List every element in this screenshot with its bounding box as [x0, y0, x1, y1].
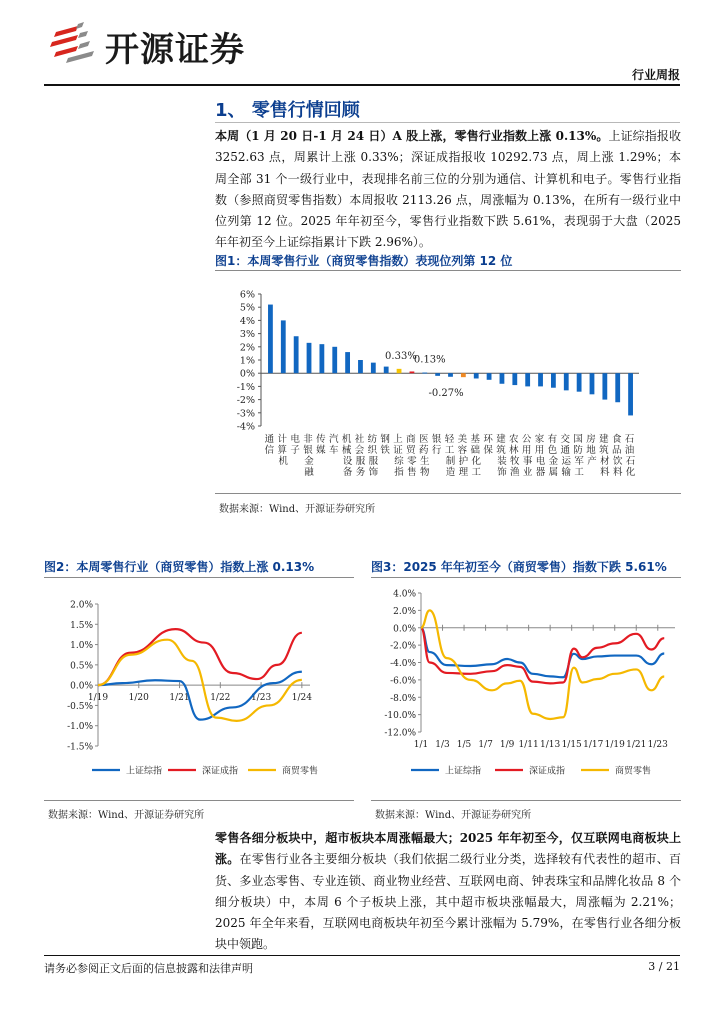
- page-number: 3 / 21: [648, 960, 680, 973]
- x-tick-label: 零: [407, 456, 417, 467]
- x-tick-label: 运: [561, 456, 572, 467]
- figure1-source: 数据来源：Wind、开源证券研究所: [219, 504, 376, 515]
- x-tick-label: 制: [445, 456, 456, 467]
- bar: [564, 373, 569, 390]
- x-tick-label: 媒: [316, 445, 326, 456]
- section-title: 1、 零售行情回顾: [215, 100, 360, 121]
- y-tick-label: 0.5%: [70, 661, 93, 672]
- footer-disclaimer: 请务必参阅正文后面的信息披露和法律声明: [44, 962, 253, 975]
- y-tick-label: 0.0%: [393, 624, 416, 635]
- legend-label: 深证成指: [202, 766, 239, 777]
- x-tick-label: 电: [535, 456, 546, 467]
- bar: [538, 373, 543, 386]
- bar: [590, 373, 595, 394]
- x-tick-label: 建: [496, 434, 506, 445]
- x-tick-label: 药: [419, 445, 429, 456]
- figure1-top-rule: [215, 270, 681, 271]
- bar: [512, 373, 517, 385]
- y-tick-label: -2%: [236, 395, 255, 407]
- y-tick-label: 2.0%: [70, 600, 93, 611]
- y-tick-label: 1%: [239, 355, 255, 367]
- x-tick-label: 1/23: [250, 693, 272, 703]
- x-tick-label: 用: [521, 445, 532, 456]
- y-tick-label: 0.0%: [70, 681, 93, 692]
- x-tick-label: 建: [599, 434, 609, 445]
- x-tick-label: 1/17: [583, 740, 604, 750]
- x-tick-label: 业: [522, 467, 533, 478]
- x-tick-label: 备: [342, 467, 353, 478]
- x-tick-label: 服: [368, 456, 379, 467]
- market-summary-body: 上证综指报收 3252.63 点，周累计上涨 0.33%；深证成指报收 10292.73 点，周上涨 1.29%；本周全部 31 个一级行业中，表现排名前三位的分别为通信、计算机和电子。零售行业指数（参照商贸零售指数）本周报收 2113.26 点，周涨幅为 0.13%，在所有一级行业中位列第 12 位。2025 年年初至今，零售行业指数下跌 5.61%，表现弱于大盘（2025 年年初至今上证综指累计下跌 2.96%）。: [215, 129, 681, 250]
- x-tick-label: 传: [316, 434, 326, 445]
- x-tick-label: 织: [367, 445, 378, 456]
- bar: [371, 363, 376, 374]
- y-tick-label: 1.0%: [70, 641, 93, 652]
- figure1-bar-chart: [215, 276, 681, 488]
- x-tick-label: 机: [341, 434, 352, 445]
- x-tick-label: 石: [624, 434, 635, 445]
- x-tick-label: 护: [458, 456, 469, 467]
- market-summary-lead: 本周（1 月 20 日-1 月 24 日）A 股上涨，零售行业指数上涨 0.13%。: [215, 129, 609, 143]
- x-tick-label: 通: [264, 434, 275, 445]
- legend-label: 上证综指: [126, 766, 163, 777]
- x-tick-label: 饰: [368, 467, 379, 478]
- x-tick-label: 1/21: [626, 740, 647, 750]
- x-tick-label: 军: [574, 456, 584, 467]
- x-tick-label: 融: [304, 467, 314, 478]
- x-tick-label: 电: [290, 434, 300, 445]
- x-tick-label: 基: [470, 434, 480, 445]
- brand-name: 开源证券: [105, 30, 245, 70]
- x-tick-label: 1/15: [561, 740, 582, 750]
- x-tick-label: 1/22: [210, 693, 231, 703]
- bar: [577, 373, 582, 391]
- x-tick-label: 贸: [406, 445, 416, 456]
- footer-divider: [44, 955, 680, 956]
- x-tick-label: 上: [393, 434, 403, 445]
- x-tick-label: 防: [573, 445, 583, 456]
- figure3-top-rule: [371, 577, 681, 578]
- figure2-top-rule: [44, 577, 354, 578]
- x-tick-label: 品: [611, 445, 622, 456]
- x-tick-label: 理: [458, 467, 469, 478]
- x-tick-label: 1/1: [413, 740, 429, 750]
- x-tick-label: 筑: [496, 445, 506, 456]
- brand-logo-mark-icon: [48, 18, 108, 66]
- x-tick-label: 1/19: [604, 740, 625, 750]
- x-tick-label: 铁: [380, 445, 390, 456]
- y-tick-label: -8.0%: [390, 693, 416, 704]
- section-divider: [215, 122, 680, 123]
- bar: [487, 373, 492, 380]
- legend-label: 深证成指: [529, 766, 566, 777]
- bar: [345, 352, 350, 373]
- x-tick-label: 房: [586, 434, 596, 445]
- x-tick-label: 家: [534, 434, 545, 445]
- x-tick-label: 1/11: [518, 740, 539, 750]
- x-tick-label: 1/19: [87, 693, 109, 703]
- x-tick-label: 1/23: [647, 740, 668, 750]
- y-tick-label: 2.0%: [393, 606, 416, 617]
- x-tick-label: 指: [394, 467, 404, 478]
- x-tick-label: 化: [471, 456, 481, 467]
- bar: [628, 373, 633, 415]
- bar: [294, 336, 299, 373]
- x-tick-label: 子: [290, 445, 300, 456]
- report-type: 行业周报: [631, 68, 680, 82]
- y-tick-label: -1%: [236, 381, 255, 393]
- bar: [384, 367, 389, 374]
- y-tick-label: -6.0%: [390, 676, 416, 687]
- bar: [474, 373, 479, 378]
- x-tick-label: 装: [497, 456, 507, 467]
- x-tick-label: 用: [534, 445, 545, 456]
- y-tick-label: -4%: [236, 421, 255, 433]
- bar: [410, 371, 415, 373]
- y-tick-label: -1.5%: [67, 742, 93, 753]
- x-tick-label: 地: [586, 445, 596, 456]
- figure1-title: 图1：本周零售行业（商贸零售指数）表现位列第 12 位: [215, 254, 513, 268]
- figure2-title: 图2：本周零售行业（商贸零售）指数上涨 0.13%: [44, 560, 315, 574]
- figure2-bottom-rule: [44, 800, 354, 801]
- x-tick-label: 渔: [510, 467, 520, 478]
- header-divider: [44, 84, 680, 86]
- x-tick-label: 料: [600, 467, 610, 478]
- y-tick-label: -3%: [236, 408, 255, 420]
- y-tick-label: -12.0%: [384, 728, 416, 739]
- x-tick-label: 造: [445, 467, 456, 478]
- x-tick-label: 牧: [510, 456, 520, 467]
- x-tick-label: 工: [444, 445, 455, 456]
- x-tick-label: 生: [420, 456, 430, 467]
- x-tick-label: 物: [420, 467, 430, 478]
- bar: [615, 373, 620, 402]
- figure3-line-chart: [371, 584, 681, 796]
- x-tick-label: 环: [483, 434, 493, 445]
- x-tick-label: 行: [431, 445, 442, 456]
- x-tick-label: 非: [303, 434, 313, 445]
- x-tick-label: 服: [355, 456, 366, 467]
- x-tick-label: 算: [277, 445, 288, 456]
- x-tick-label: 器: [535, 467, 546, 478]
- x-tick-label: 1/13: [540, 740, 561, 750]
- y-tick-label: -1.0%: [67, 722, 93, 733]
- y-tick-label: -0.5%: [67, 701, 93, 712]
- x-tick-label: 属: [548, 467, 559, 478]
- x-tick-label: 交: [560, 434, 571, 445]
- data-label: 0.33%: [385, 350, 417, 362]
- x-tick-label: 1/21: [169, 693, 190, 703]
- bar: [319, 344, 324, 373]
- x-tick-label: 轻: [444, 434, 455, 445]
- bar: [307, 343, 312, 373]
- x-tick-label: 有: [547, 434, 558, 445]
- x-tick-label: 商: [406, 434, 416, 445]
- x-tick-label: 工: [471, 467, 481, 478]
- x-tick-label: 筑: [599, 445, 609, 456]
- legend-label: 商贸零售: [282, 766, 319, 777]
- y-tick-label: 0%: [239, 368, 255, 380]
- bar: [332, 347, 337, 373]
- figure2-line-chart: [44, 584, 354, 796]
- x-tick-label: 车: [328, 445, 339, 456]
- x-tick-label: 保: [483, 445, 493, 456]
- figure3-bottom-rule: [371, 800, 681, 801]
- x-tick-label: 医: [419, 434, 429, 445]
- y-tick-label: -10.0%: [384, 711, 416, 722]
- segment-summary-lead: 零售各细分板块中，超市板块本周涨幅最大；2025 年年初至今，仅互联网电商板块上涨。: [215, 831, 681, 867]
- market-summary-paragraph: [215, 126, 681, 254]
- figure1-bottom-rule: [215, 493, 681, 494]
- x-tick-label: 通: [560, 445, 571, 456]
- legend-label: 商贸零售: [615, 766, 652, 777]
- bar: [461, 373, 466, 377]
- x-tick-label: 证: [393, 445, 403, 456]
- bar: [281, 320, 286, 373]
- x-tick-label: 计: [277, 434, 288, 445]
- bar: [551, 373, 556, 388]
- bar: [500, 373, 505, 384]
- x-tick-label: 1/20: [128, 693, 149, 703]
- bar: [397, 369, 402, 373]
- bar: [435, 373, 440, 376]
- x-tick-label: 纺: [367, 434, 378, 445]
- segment-summary-body: 在零售行业各主要细分板块（我们依据二级行业分类，选择较有代表性的超市、百货、多业态零售、专业连锁、商业物业经营、互联网电商、钟表珠宝和品牌化妆品 8 个细分板块）中，本周 6 个子板块上涨，其中超市板块涨幅最大，周涨幅为 2.21%；2025 年全年来看，互联网电商板块年初至今累计涨幅为 5.79%，在零售行业各细分板块中领跑。: [215, 852, 681, 952]
- x-tick-label: 售: [407, 467, 417, 478]
- figure2-source: 数据来源：Wind、开源证券研究所: [48, 810, 205, 821]
- x-tick-label: 油: [624, 445, 635, 456]
- x-tick-label: 务: [355, 467, 366, 478]
- y-tick-label: -2.0%: [390, 641, 416, 652]
- x-tick-label: 农: [509, 434, 519, 445]
- x-tick-label: 金: [548, 456, 559, 467]
- x-tick-label: 产: [587, 456, 597, 467]
- x-tick-label: 机: [278, 456, 289, 467]
- x-tick-label: 金: [304, 456, 314, 467]
- x-tick-label: 饰: [497, 467, 507, 478]
- x-tick-label: 公: [521, 434, 532, 445]
- series-line: [98, 629, 302, 685]
- x-tick-label: 石: [625, 456, 636, 467]
- x-tick-label: 综: [394, 456, 404, 467]
- x-tick-label: 1/9: [499, 740, 515, 750]
- x-tick-label: 林: [509, 445, 519, 456]
- segment-summary-paragraph: [215, 828, 681, 956]
- x-tick-label: 械: [341, 445, 352, 456]
- y-tick-label: 4.0%: [393, 589, 416, 600]
- x-tick-label: 色: [547, 445, 558, 456]
- bar: [268, 305, 273, 374]
- figure3-source: 数据来源：Wind、开源证券研究所: [375, 810, 532, 821]
- bar: [525, 373, 530, 386]
- x-tick-label: 汽: [328, 434, 339, 445]
- y-tick-label: -4.0%: [390, 659, 416, 669]
- bar: [448, 373, 453, 377]
- x-tick-label: 钢: [380, 434, 390, 445]
- bar: [422, 373, 427, 374]
- y-tick-label: 1.5%: [70, 620, 93, 631]
- x-tick-label: 设: [342, 456, 353, 467]
- x-tick-label: 食: [611, 434, 622, 445]
- x-tick-label: 饮: [612, 456, 623, 467]
- bar: [358, 360, 363, 373]
- x-tick-label: 1/24: [291, 693, 312, 703]
- x-tick-label: 料: [612, 467, 623, 478]
- x-tick-label: 银: [303, 445, 313, 456]
- bar: [602, 373, 607, 399]
- data-label: 0.13%: [413, 354, 446, 366]
- x-tick-label: 1/3: [435, 740, 450, 750]
- x-tick-label: 1/7: [478, 740, 493, 750]
- x-tick-label: 材: [600, 456, 610, 467]
- y-tick-label: 6%: [239, 289, 255, 301]
- x-tick-label: 化: [625, 467, 636, 478]
- x-tick-label: 国: [573, 434, 583, 445]
- figure3-title: 图3：2025 年年初至今（商贸零售）指数下跌 5.61%: [371, 560, 667, 574]
- y-tick-label: 3%: [239, 329, 255, 341]
- x-tick-label: 工: [574, 467, 584, 478]
- x-tick-label: 事: [522, 456, 533, 467]
- x-tick-label: 础: [470, 445, 480, 456]
- x-tick-label: 美: [457, 434, 468, 445]
- y-tick-label: 4%: [239, 315, 255, 327]
- x-tick-label: 输: [561, 467, 572, 478]
- x-tick-label: 会: [354, 445, 365, 456]
- x-tick-label: 信: [264, 445, 275, 456]
- data-label: -0.27%: [428, 387, 464, 399]
- x-tick-label: 银: [431, 434, 442, 445]
- x-tick-label: 容: [457, 445, 468, 456]
- y-tick-label: 5%: [239, 302, 255, 314]
- legend-label: 上证综指: [445, 766, 482, 777]
- x-tick-label: 社: [354, 434, 365, 445]
- y-tick-label: 2%: [239, 342, 255, 354]
- x-tick-label: 1/5: [456, 740, 472, 750]
